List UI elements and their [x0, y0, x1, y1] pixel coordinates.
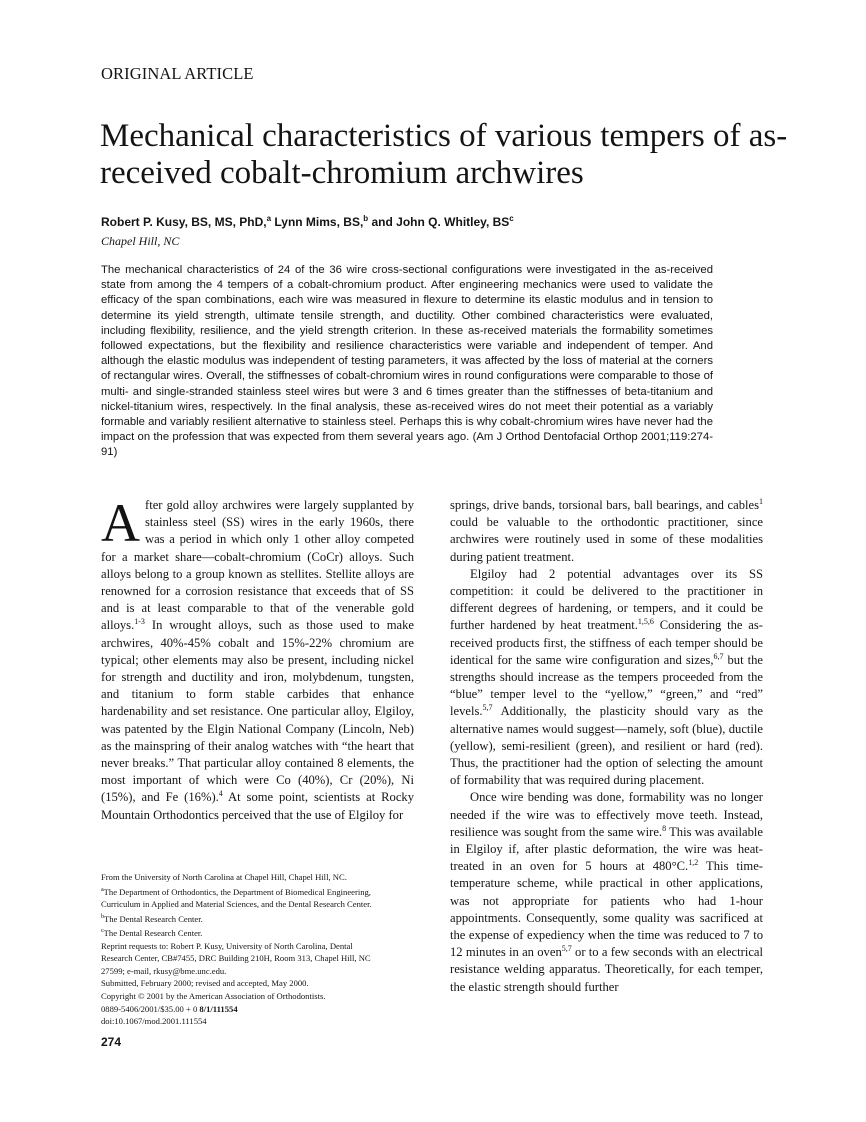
citation-ref: 1,2: [688, 858, 699, 868]
author-kusy: Robert P. Kusy, BS, MS, PhD,: [101, 215, 267, 229]
body-text: could be valuable to the orthodontic practitioner, since archwires were routinely used in some of these modalities during patient treatment.: [450, 515, 763, 564]
author-list: [101, 214, 514, 229]
section-label: ORIGINAL ARTICLE: [101, 64, 254, 83]
footnote-doi: doi:10.1067/mod.2001.111554: [101, 1016, 207, 1027]
affiliation-mark-b: b: [363, 214, 369, 223]
body-text: Elgiloy had 2 potential advantages over its SS competition: it could be delivered to the practitioner in different degrees of hardening, or tempers, and it could be further hardened by heat treatment.: [450, 566, 763, 633]
author-location: Chapel Hill, NC: [101, 234, 180, 248]
footnote-institution: From the University of North Carolina at Chapel Hill, Chapel Hill, NC.: [101, 872, 347, 882]
abstract: The mechanical characteristics of 24 of the 36 wire cross-sectional configurations were investigated in the as-received state from among the 4 tempers of a cobalt-chromium product. After engineering mechanics were used to validate the efficacy of the span combinations, each wire was measured in flexure to determine its elastic modulus and in tension to determine its yield strength, ultimate tensile strength, and ductility. Other combined characteristics were evaluated, including flexibility, resilience, and the yield strength criterion. In these as-received materials the formability sometimes followed expectations, but the flexibility and resilience characteristics were variable and independent of temper. And although the elastic modulus was independent of testing parameters, it was affected by the loss of material at the corners of rectangular wires. Overall, the stiffnesses of cobalt-chromium wires in round configurations were comparable to those of multi- and single-stranded stainless steel wires but were 3 and 6 times greater than the stiffnesses of beta-titanium and nickel-titanium wires, respectively. In the final analysis, these as-received wires do not meet their potential as a variably formable and variably resilient alternative to stainless steel. Perhaps this is why cobalt-chromium wires have never had the impact on the profession that was expected from them several years ago. (Am J Orthod Dentofacial Orthop 2001;119:274-91): [101, 264, 713, 459]
citation-ref: 1,5,6: [637, 617, 654, 627]
intro-paragraph: [101, 493, 414, 824]
body-text: Considering the as-received products first, the stiffness of each temper should be identical for the same wire configuration and sizes,: [450, 618, 763, 667]
footnote-affiliation-c: [101, 925, 419, 939]
body-text: or to a few seconds with an electrical resistance welding apparatus. Theoretically, for each temper, the elastic strength should further: [450, 945, 763, 994]
footnote-reprint: Reprint requests to: Robert P. Kusy, University of North Carolina, Dental: [101, 940, 353, 951]
body-text: Once wire bending was done, formability was no longer needed if the wire was to effectively move teeth. Instead, resilience was sought from the same wire.: [450, 790, 763, 839]
drop-cap: A: [101, 493, 140, 553]
body-text: Additionally, the plasticity should vary as the alternative names would suggest—namely, soft (blue), ductile (yellow), semi-resilient (green), and resilient or hard (red). Thus, the practitioner had the option of selecting the amount of formability that was required during placement.: [450, 704, 763, 788]
footnote-affiliation-a-cont: Curriculum in Applied and Material Sciences, and the Dental Research Center.: [101, 899, 372, 910]
citation-ref: 6,7: [713, 651, 724, 661]
body-column-right: [450, 497, 763, 996]
body-text: but the strengths should increase as the tempers proceeded from the “blue” temper level to the “yellow,” “green,” and “red” levels.: [450, 652, 763, 719]
footnote-reprint-cont: Research Center, CB#7455, DRC Building 210H, Room 313, Chapel Hill, NC: [101, 953, 371, 964]
author-whitley: and John Q. Whitley, BS: [368, 215, 510, 229]
affiliation-mark-a: a: [101, 886, 104, 893]
footnote-text: The Department of Orthodontics, the Department of Biomedical Engineering,: [103, 886, 371, 897]
affiliation-mark-c: c: [509, 214, 514, 223]
affiliation-mark-a: a: [266, 214, 272, 223]
footnote-dates: Submitted, February 2000; revised and accepted, May 2000.: [101, 978, 309, 989]
body-text: In wrought alloys, such as those used to make archwires, 40%-45% cobalt and 15%-22% chromium are typical; other elements may also be present, including nickel for strength and ductility and iron, molybdenum, tungsten, and titanium to form stable carbides that enhance hardenability and set resistance. One particular alloy, Elgiloy, was patented by the Elgin National Company (Lincoln, Neb) as the mainspring of their analog watches with “the heart that never breaks.” That particular alloy contained 8 elements, the most important of which were Co (40%), Cr (20%), Ni (15%), and Fe (16%).: [101, 618, 414, 805]
citation-ref: 5,7: [482, 703, 493, 713]
citation-ref: 1: [759, 496, 763, 506]
body-text: This time-temperature scheme, while practical in other applications, was not appropriate for patients who had 1-hour appointments. Consequently, some quality was sacrificed at the expense of expediency when the time was reduced to 7 to 12 minutes in an oven: [450, 859, 764, 960]
footnote-email: 27599; e-mail, rkusy@bme.unc.edu.: [101, 965, 227, 976]
footnotes: [101, 871, 419, 1028]
body-text: springs, drive bands, torsional bars, ball bearings, and cables: [450, 498, 759, 512]
footnote-text: The Dental Research Center.: [104, 913, 203, 924]
paragraph-continued: [450, 497, 763, 566]
footnote-affiliation-b: [101, 911, 419, 925]
footnote-text: 0889-5406/2001/$35.00 + 0: [101, 1003, 200, 1014]
footnote-issn: [101, 1003, 419, 1016]
body-text: This was available in Elgiloy if, after plastic deformation, the wire was heat-treated in an oven for 5 hours at 480°C.: [450, 824, 763, 874]
page-number: 274: [101, 1035, 122, 1049]
citation-ref: 8: [662, 823, 667, 833]
body-text: At some point, scientists at Rocky Mountain Orthodontics perceived that the use of Elgiloy for: [101, 790, 414, 822]
article-title: Mechanical characteristics of various tempers of as-received cobalt-chromium archwires: [100, 118, 788, 191]
citation-ref: 4: [218, 789, 223, 799]
affiliation-mark-c: c: [101, 928, 104, 935]
body-column-left: [101, 493, 414, 824]
citation-ref: 5,7: [561, 944, 572, 954]
footnote-affiliation-a: [101, 884, 419, 898]
footnote-text: 8/1/111554: [199, 1003, 238, 1014]
citation-ref: 1-3: [134, 617, 145, 627]
affiliation-mark-b: b: [101, 913, 104, 920]
author-mims: Lynn Mims, BS,: [271, 215, 364, 229]
paragraph-resilience: [450, 789, 763, 995]
paragraph-elgiloy-advantages: [450, 566, 763, 790]
footnote-text: The Dental Research Center.: [103, 927, 203, 938]
body-text: fter gold alloy archwires were largely supplanted by stainless steel (SS) wires in the early 1960s, there was a period in which only 1 other alloy competed for a market share—cobalt-chromium (CoCr) alloys. Such alloys belong to a group known as stellites. Stellite alloys are renowned for a corrosion resistance that exceeds that of SS and is at least comparable to that of the venerable gold alloys.: [101, 498, 414, 633]
footnote-copyright: Copyright © 2001 by the American Association of Orthodontists.: [101, 990, 326, 1001]
